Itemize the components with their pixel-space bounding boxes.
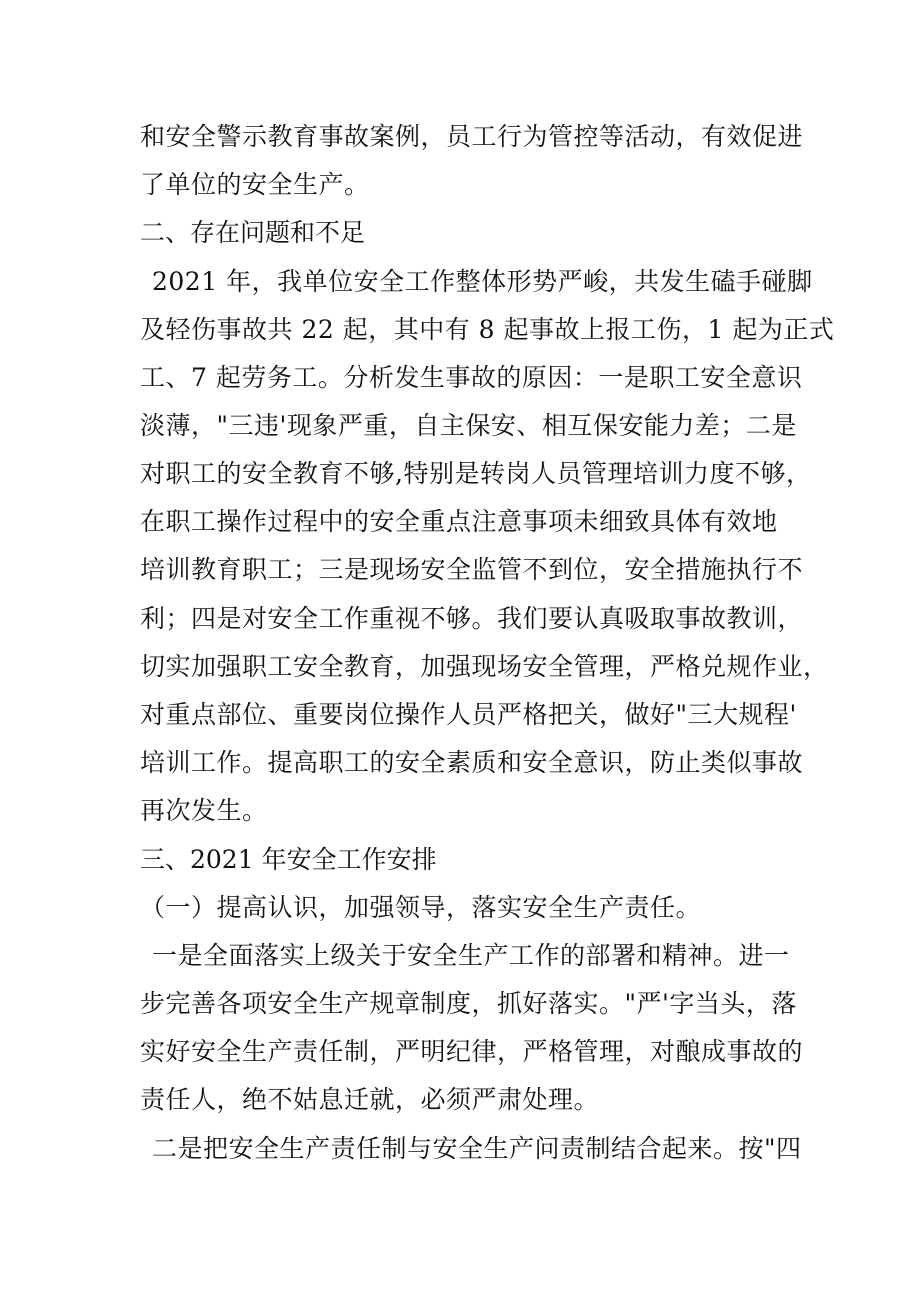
subsection-heading: （一）提高认识，加强领导，落实安全生产责任。 xyxy=(140,893,702,922)
text-line: 及轻伤事故共 22 起，其中有 8 起事故上报工伤，1 起为正式 xyxy=(140,315,835,344)
text-line: 对职工的安全教育不够,特别是转岗人员管理培训力度不够， xyxy=(140,459,812,488)
text-line: 培训工作。提高职工的安全素质和安全意识，防止类似事故 xyxy=(140,748,804,777)
text-line: 二是把安全生产责任制与安全生产问责制结合起来。按"四 xyxy=(152,1134,802,1163)
text-line: 再次发生。 xyxy=(140,796,268,825)
text-line: 责任人，绝不姑息迁就，必须严肃处理。 xyxy=(140,1085,600,1114)
text-line: 工、7 起劳务工。分析发生事故的原因：一是职工安全意识 xyxy=(140,363,803,392)
text-line: 切实加强职工安全教育，加强现场安全管理，严格兑规作业， xyxy=(140,652,829,681)
text-line: 淡薄，"三违'现象严重，自主保安、相互保安能力差；二是 xyxy=(140,411,797,440)
section-heading: 二、存在问题和不足 xyxy=(140,218,366,247)
text-line: 利；四是对安全工作重视不够。我们要认真吸取事故教训， xyxy=(140,604,804,633)
text-line: 了单位的安全生产。 xyxy=(140,170,370,199)
text-line: 和安全警示教育事故案例，员工行为管控等活动，有效促进 xyxy=(140,122,804,151)
text-line: 一是全面落实上级关于安全生产工作的部署和精神。进一 xyxy=(152,941,790,970)
text-line: 对重点部位、重要岗位操作人员严格把关，做好"三大规程' xyxy=(140,700,797,729)
text-line: 步完善各项安全生产规章制度，抓好落实。"严'字当头，落 xyxy=(140,989,797,1018)
section-heading: 三、2021 年安全工作安排 xyxy=(140,845,437,874)
text-line: 2021 年，我单位安全工作整体形势严峻，共发生磕手碰脚 xyxy=(152,267,813,296)
text-line: 在职工操作过程中的安全重点注意事项未细致具体有效地 xyxy=(140,507,778,536)
text-line: 培训教育职工；三是现场安全监管不到位，安全措施执行不 xyxy=(140,555,804,584)
text-line: 实好安全生产责任制，严明纪律，严格管理，对酿成事故的 xyxy=(140,1037,804,1066)
